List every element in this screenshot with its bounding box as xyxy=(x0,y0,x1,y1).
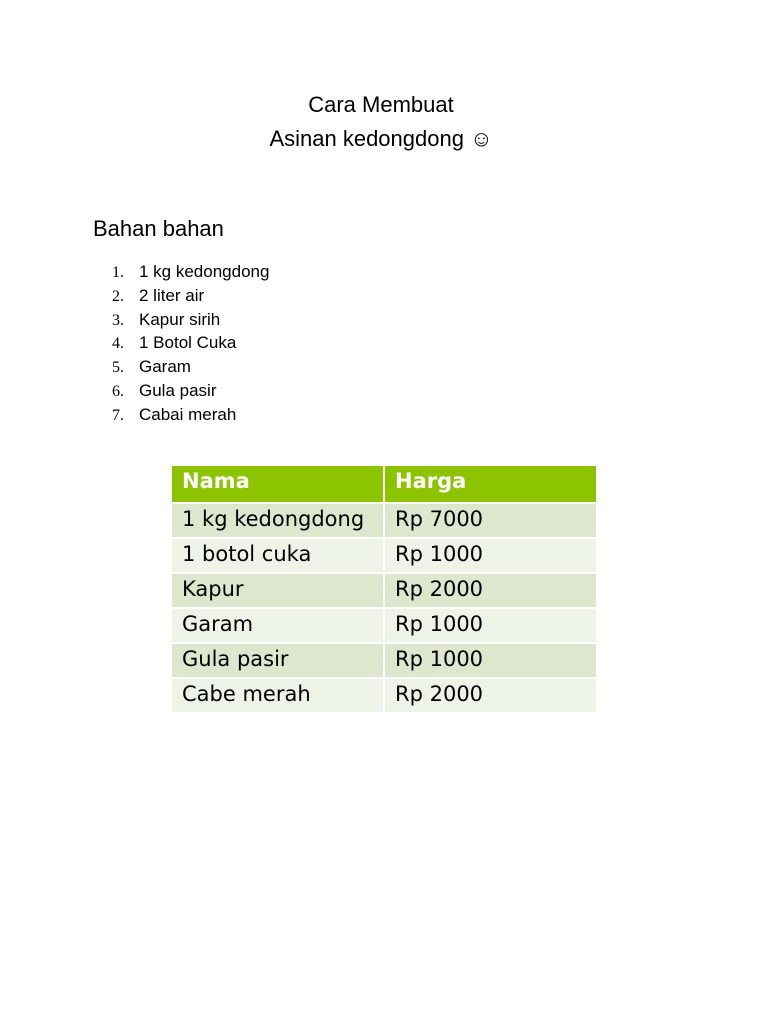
title-line-2: Asinan kedongdong ☺ xyxy=(269,126,493,151)
ingredients-list xyxy=(112,261,269,428)
cell-name: Garam xyxy=(172,608,384,643)
price-table xyxy=(172,466,596,712)
list-number: 2. xyxy=(112,287,124,305)
table-row xyxy=(172,678,596,712)
table-row xyxy=(172,608,596,643)
table-row xyxy=(172,538,596,573)
list-item xyxy=(112,261,269,285)
list-number: 5. xyxy=(112,359,124,377)
list-item xyxy=(112,332,269,356)
list-item-text: Gula pasir xyxy=(139,380,217,400)
ingredients-heading: Bahan bahan xyxy=(93,216,224,241)
list-item-text: 2 liter air xyxy=(139,285,205,305)
table-header-row xyxy=(172,466,596,503)
list-item-text: 1 Botol Cuka xyxy=(139,333,237,353)
cell-price: Rp 1000 xyxy=(384,643,596,678)
table-row xyxy=(172,643,596,678)
list-number: 7. xyxy=(112,406,124,424)
column-header-name: Nama xyxy=(172,466,384,503)
cell-price: Rp 2000 xyxy=(384,678,596,712)
cell-name: 1 kg kedongdong xyxy=(172,503,384,538)
cell-price: Rp 2000 xyxy=(384,573,596,608)
cell-name: 1 botol cuka xyxy=(172,538,384,573)
cell-price: Rp 1000 xyxy=(384,538,596,573)
list-item-text: Kapur sirih xyxy=(139,309,221,329)
cell-name: Gula pasir xyxy=(172,643,384,678)
cell-price: Rp 1000 xyxy=(384,608,596,643)
list-item xyxy=(112,404,269,428)
list-item xyxy=(112,380,269,404)
list-item-text: 1 kg kedongdong xyxy=(139,262,270,281)
list-number: 4. xyxy=(112,335,124,353)
list-item-text: Cabai merah xyxy=(139,404,237,424)
table-row xyxy=(172,573,596,608)
list-item xyxy=(112,356,269,380)
list-item-text: Garam xyxy=(139,357,191,377)
list-number: 6. xyxy=(112,382,124,400)
title-line-1: Cara Membuat xyxy=(308,92,454,117)
cell-name: Cabe merah xyxy=(172,678,384,712)
cell-name: Kapur xyxy=(172,573,384,608)
column-header-price: Harga xyxy=(384,466,596,503)
list-number: 1. xyxy=(112,264,124,281)
list-item xyxy=(112,309,269,333)
document-title xyxy=(0,88,762,156)
list-number: 3. xyxy=(112,311,124,329)
list-item xyxy=(112,285,269,309)
cell-price: Rp 7000 xyxy=(384,503,596,538)
table-row xyxy=(172,503,596,538)
